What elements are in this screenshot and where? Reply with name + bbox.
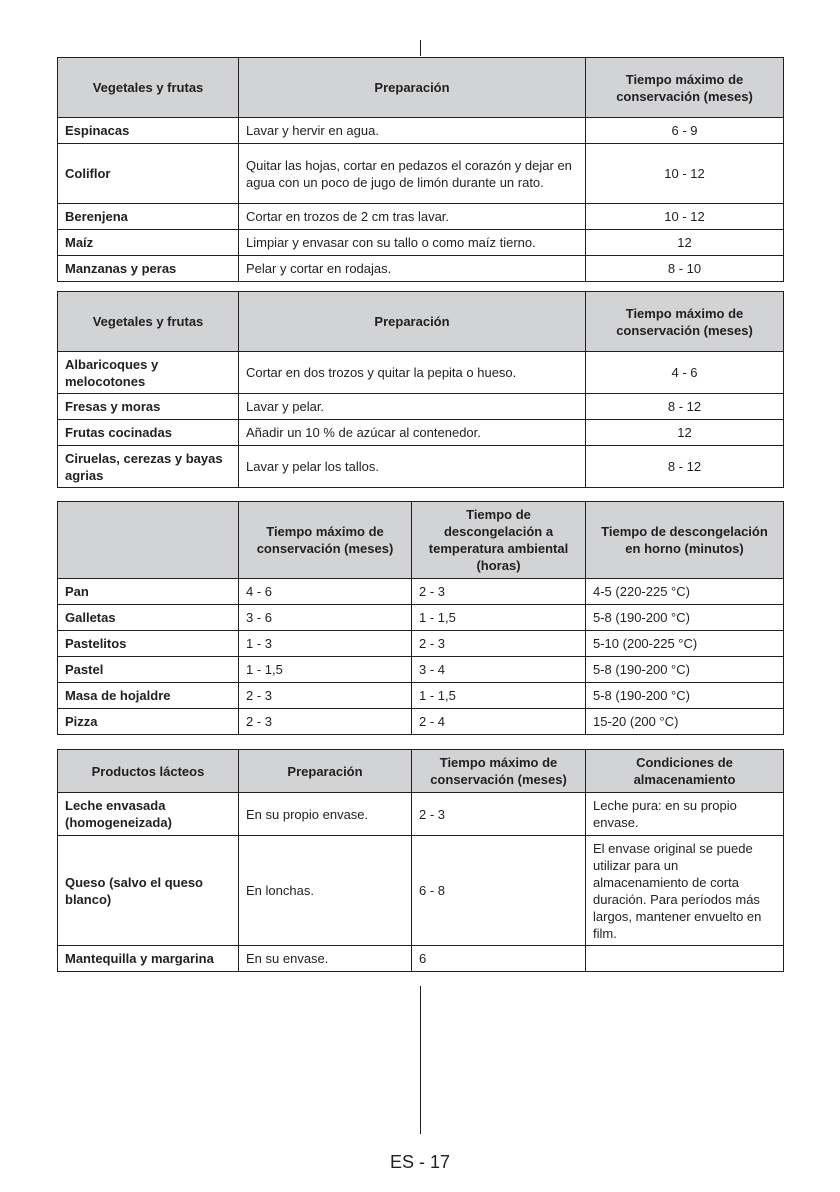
vegetables-fruits-table-1 (57, 57, 784, 282)
preparation-cell: En su propio envase. (239, 793, 412, 836)
preparation-cell: Cortar en dos trozos y quitar la pepita o hueso. (239, 352, 586, 394)
table-row (58, 631, 784, 657)
column-header: Tiempo de descongelación a temperatura ambiental (horas) (412, 502, 586, 579)
table-header-row (58, 58, 784, 118)
column-header: Vegetales y frutas (58, 58, 239, 118)
oven-thaw-cell: 4-5 (220-225 °C) (586, 579, 784, 605)
item-name: Pastelitos (58, 631, 239, 657)
column-header: Preparación (239, 292, 586, 352)
table-header-row (58, 750, 784, 793)
column-header (58, 502, 239, 579)
storage-months-cell: 4 - 6 (239, 579, 412, 605)
column-header: Preparación (239, 58, 586, 118)
table-header-row (58, 502, 784, 579)
storage-months-cell: 1 - 3 (239, 631, 412, 657)
column-header: Tiempo máximo de conservación (meses) (586, 292, 784, 352)
item-name: Mantequilla y margarina (58, 946, 239, 972)
table-row (58, 657, 784, 683)
table-row (58, 230, 784, 256)
storage-months-cell: 12 (586, 420, 784, 446)
room-thaw-cell: 2 - 4 (412, 709, 586, 735)
column-header: Tiempo máximo de conservación (meses) (586, 58, 784, 118)
room-thaw-cell: 1 - 1,5 (412, 605, 586, 631)
table-row (58, 204, 784, 230)
table-header-row (58, 292, 784, 352)
storage-conditions-cell (586, 946, 784, 972)
baked-goods-table (57, 501, 784, 735)
storage-months-cell: 2 - 3 (412, 793, 586, 836)
storage-conditions-cell: El envase original se puede utilizar para un almacenamiento de corta duración. Para períodos más largos, mantener envuelto en film. (586, 836, 784, 946)
storage-months-cell: 12 (586, 230, 784, 256)
oven-thaw-cell: 5-8 (190-200 °C) (586, 657, 784, 683)
storage-months-cell: 2 - 3 (239, 683, 412, 709)
preparation-cell: Lavar y pelar los tallos. (239, 446, 586, 488)
preparation-cell: En su envase. (239, 946, 412, 972)
column-header: Tiempo de descongelación en horno (minutos) (586, 502, 784, 579)
room-thaw-cell: 2 - 3 (412, 579, 586, 605)
dairy-products-table (57, 749, 784, 972)
column-header: Condiciones de almacenamiento (586, 750, 784, 793)
storage-months-cell: 6 (412, 946, 586, 972)
oven-thaw-cell: 5-8 (190-200 °C) (586, 605, 784, 631)
table-row (58, 144, 784, 204)
page-number: ES - 17 (389, 1152, 451, 1172)
column-header: Preparación (239, 750, 412, 793)
item-name: Ciruelas, cerezas y bayas agrias (58, 446, 239, 488)
preparation-cell: Quitar las hojas, cortar en pedazos el corazón y dejar en agua con un poco de jugo de limón durante un rato. (239, 144, 586, 204)
item-name: Coliflor (58, 144, 239, 204)
oven-thaw-cell: 5-10 (200-225 °C) (586, 631, 784, 657)
oven-thaw-cell: 5-8 (190-200 °C) (586, 683, 784, 709)
column-header: Vegetales y frutas (58, 292, 239, 352)
storage-months-cell: 4 - 6 (586, 352, 784, 394)
item-name: Masa de hojaldre (58, 683, 239, 709)
storage-months-cell: 8 - 12 (586, 394, 784, 420)
preparation-cell: Lavar y hervir en agua. (239, 118, 586, 144)
storage-months-cell: 10 - 12 (586, 204, 784, 230)
item-name: Pizza (58, 709, 239, 735)
oven-thaw-cell: 15-20 (200 °C) (586, 709, 784, 735)
page-divider-top (420, 40, 421, 56)
item-name: Pan (58, 579, 239, 605)
table-row (58, 420, 784, 446)
table-row (58, 256, 784, 282)
preparation-cell: En lonchas. (239, 836, 412, 946)
table-row (58, 793, 784, 836)
storage-months-cell: 10 - 12 (586, 144, 784, 204)
preparation-cell: Cortar en trozos de 2 cm tras lavar. (239, 204, 586, 230)
vegetables-fruits-table-2 (57, 291, 784, 488)
column-header: Tiempo máximo de conservación (meses) (239, 502, 412, 579)
item-name: Queso (salvo el queso blanco) (58, 836, 239, 946)
storage-months-cell: 1 - 1,5 (239, 657, 412, 683)
storage-months-cell: 8 - 10 (586, 256, 784, 282)
column-header: Tiempo máximo de conservación (meses) (412, 750, 586, 793)
item-name: Espinacas (58, 118, 239, 144)
preparation-cell: Limpiar y envasar con su tallo o como maíz tierno. (239, 230, 586, 256)
item-name: Leche envasada (homogeneizada) (58, 793, 239, 836)
table-row (58, 836, 784, 946)
table-row (58, 352, 784, 394)
table-row (58, 709, 784, 735)
item-name: Pastel (58, 657, 239, 683)
table-row (58, 579, 784, 605)
item-name: Manzanas y peras (58, 256, 239, 282)
preparation-cell: Añadir un 10 % de azúcar al contenedor. (239, 420, 586, 446)
item-name: Frutas cocinadas (58, 420, 239, 446)
table-row (58, 446, 784, 488)
item-name: Galletas (58, 605, 239, 631)
storage-months-cell: 3 - 6 (239, 605, 412, 631)
storage-months-cell: 6 - 9 (586, 118, 784, 144)
preparation-cell: Pelar y cortar en rodajas. (239, 256, 586, 282)
storage-months-cell: 2 - 3 (239, 709, 412, 735)
table-row (58, 683, 784, 709)
storage-months-cell: 8 - 12 (586, 446, 784, 488)
storage-months-cell: 6 - 8 (412, 836, 586, 946)
room-thaw-cell: 3 - 4 (412, 657, 586, 683)
table-row (58, 118, 784, 144)
storage-conditions-cell: Leche pura: en su propio envase. (586, 793, 784, 836)
page-divider-bottom (420, 986, 421, 1134)
table-row (58, 946, 784, 972)
table-row (58, 605, 784, 631)
room-thaw-cell: 1 - 1,5 (412, 683, 586, 709)
column-header: Productos lácteos (58, 750, 239, 793)
table-row (58, 394, 784, 420)
room-thaw-cell: 2 - 3 (412, 631, 586, 657)
item-name: Maíz (58, 230, 239, 256)
item-name: Fresas y moras (58, 394, 239, 420)
item-name: Albaricoques y melocotones (58, 352, 239, 394)
preparation-cell: Lavar y pelar. (239, 394, 586, 420)
item-name: Berenjena (58, 204, 239, 230)
